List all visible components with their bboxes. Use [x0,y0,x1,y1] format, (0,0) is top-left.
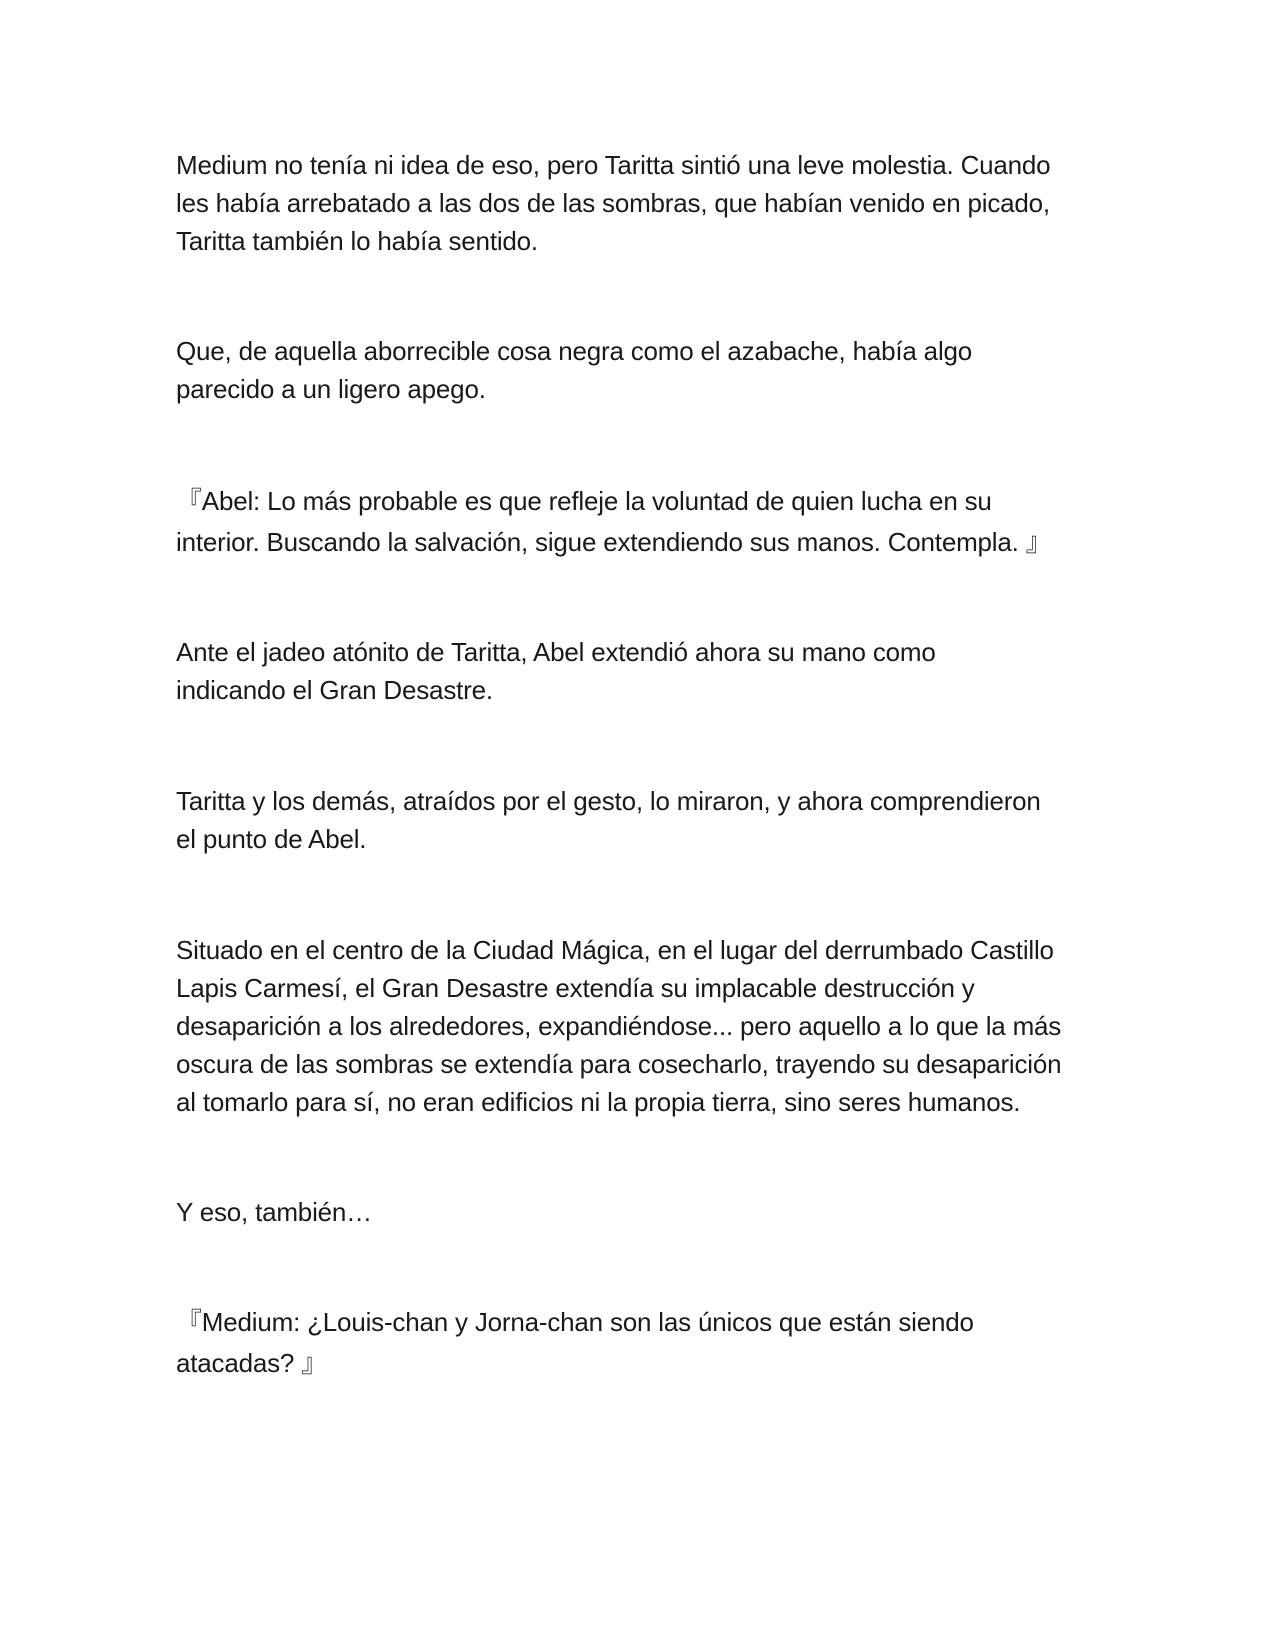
text-line: desaparición a los alrededores, expandiéndose... pero aquello a lo que la más [176,1011,1062,1041]
text-line: parecido a un ligero apego. [176,374,486,404]
text-line: Taritta y los demás, atraídos por el gesto, lo miraron, y ahora comprendieron [176,786,1041,816]
paragraph-4 [176,633,1116,709]
text-line: atacadas? 』 [176,1348,328,1378]
paragraph-5 [176,782,1116,858]
paragraph-2 [176,332,1116,408]
dialogue-medium [176,1302,1116,1384]
text-line: 『Medium: ¿Louis-chan y Jorna-chan son las únicos que están siendo [176,1307,974,1337]
text-line: les había arrebatado a las dos de las sombras, que habían venido en picado, [176,188,1050,218]
text-line: indicando el Gran Desastre. [176,675,493,705]
text-line: 『Abel: Lo más probable es que refleje la voluntad de quien lucha en su [176,486,992,516]
text-line: Y eso, también… [176,1197,372,1227]
text-line: el punto de Abel. [176,824,367,854]
dialogue-abel [176,481,1116,563]
paragraph-7 [176,1193,1116,1231]
text-line: Que, de aquella aborrecible cosa negra como el azabache, había algo [176,336,973,366]
paragraph-6 [176,931,1116,1121]
text-line: Situado en el centro de la Ciudad Mágica, en el lugar del derrumbado Castillo [176,935,1054,965]
text-line: interior. Buscando la salvación, sigue extendiendo sus manos. Contempla. 』 [176,527,1052,557]
text-line: al tomarlo para sí, no eran edificios ni la propia tierra, sino seres humanos. [176,1087,1021,1117]
text-line: oscura de las sombras se extendía para cosecharlo, trayendo su desaparición [176,1049,1062,1079]
paragraph-1 [176,146,1116,260]
text-line: Medium no tenía ni idea de eso, pero Taritta sintió una leve molestia. Cuando [176,150,1051,180]
text-line: Ante el jadeo atónito de Taritta, Abel extendió ahora su mano como [176,637,936,667]
text-line: Lapis Carmesí, el Gran Desastre extendía su implacable destrucción y [176,973,975,1003]
text-line: Taritta también lo había sentido. [176,226,538,256]
